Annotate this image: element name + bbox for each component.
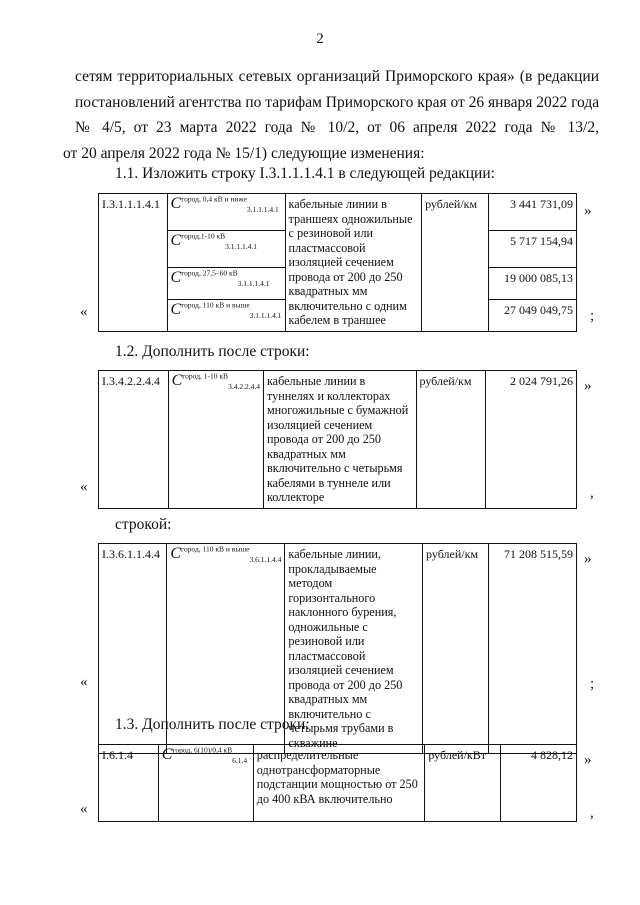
- intro-paragraph: [63, 64, 600, 166]
- item-1-3-heading: 1.3. Дополнить после строки:: [115, 716, 310, 733]
- row-unit: рублей/км: [422, 194, 489, 332]
- end-mark: ,: [590, 485, 594, 501]
- row-code: I.6.1.4: [99, 745, 159, 822]
- end-mark: ;: [590, 308, 595, 324]
- page-number: 2: [316, 31, 324, 47]
- row-value: 19 000 085,13: [488, 268, 576, 300]
- item-1-2-heading: 1.2. Дополнить после строки:: [115, 343, 310, 360]
- row-unit: рублей/км: [423, 544, 489, 754]
- intro-line: постановлений агентства по тарифам Приморского края от 26 января 2022 года: [75, 93, 600, 111]
- row-unit: рублей/кВт: [425, 745, 501, 822]
- open-quote: «: [80, 304, 88, 320]
- open-quote: «: [80, 801, 88, 817]
- open-quote: «: [80, 479, 88, 495]
- item-1-1-heading: 1.1. Изложить строку I.3.1.1.1.4.1 в следующей редакции:: [115, 165, 495, 182]
- row-value: 5 717 154,94: [488, 231, 576, 268]
- row-value: 4 828,12: [501, 745, 577, 822]
- row-code: I.3.6.1.1.4.4: [99, 544, 167, 754]
- tariff-symbol: $C^{город, 0,4 кВ и ниже}_{3.1.1.1.4.1}$: [167, 194, 285, 231]
- close-quote: »: [584, 203, 592, 219]
- row-unit: рублей/км: [416, 371, 485, 509]
- table-row-replacement: [98, 193, 577, 332]
- tariff-symbol: $C^{город, 1-10 кВ}_{3.4.2.2.4.4}$: [168, 371, 263, 509]
- intro-line: сетям территориальных сетевых организаций Приморского края» (в редакции: [75, 68, 599, 85]
- intro-line: от 20 апреля 2022 года № 15/1) следующие изменения:: [63, 144, 425, 162]
- stroke-label: строкой:: [115, 516, 172, 533]
- tariff-symbol: $C^{город, 110 кВ и выше}_{3.6.1.1.4.4}$: [167, 544, 285, 754]
- table-row-after: [98, 370, 577, 509]
- row-value: 71 208 515,59: [489, 544, 577, 754]
- row-code: I.3.1.1.1.4.1: [99, 194, 168, 332]
- row-value: 3 441 731,09: [488, 194, 576, 231]
- row-value: 2 024 791,26: [485, 371, 576, 509]
- close-quote: »: [584, 378, 592, 394]
- tariff-symbol: $C^{город,1-10 кВ}_{3.1.1.1.4.1}$: [167, 231, 285, 268]
- row-description: кабельные линии, прокладываемые методом горизонтального наклонного бурения, одножильные с резиновой или пластмассовой изоляцией сечением провода от 200 до 250 квадратных мм включительно с четырьмя трубами в скважине: [285, 544, 423, 754]
- close-quote: »: [584, 752, 592, 768]
- table-row-substation: [98, 744, 577, 822]
- close-quote: »: [584, 551, 592, 567]
- intro-line: № 4/5, от 23 марта 2022 года № 10/2, от 06 апреля 2022 года № 13/2,: [75, 119, 599, 136]
- tariff-symbol: $C^{город, 110 кВ и выше}_{3.1.1.1.4.1}$: [167, 299, 285, 331]
- row-description: кабельные линии в туннелях и коллекторах многожильные с бумажной изоляцией сечением провода от 200 до 250 квадратных мм включительно с четырьмя кабелями в туннеле или коллекторе: [263, 371, 416, 509]
- tariff-symbol: $C^{город, 27,5-60 кВ}_{3.1.1.1.4.1}$: [167, 268, 285, 300]
- open-quote: «: [80, 674, 88, 690]
- row-code: I.3.4.2.2.4.4: [99, 371, 169, 509]
- row-description: распределительные однотрансформаторные подстанции мощностью от 250 до 400 кВА включительно: [253, 745, 425, 822]
- tariff-symbol: $C^{город, 6(10)/0,4 кВ}_{6.1.4}$: [158, 745, 253, 822]
- row-description: кабельные линии в траншеях одножильные с резиновой или пластмассовой изоляцией сечением провода от 200 до 250 квадратных мм включительно с одним кабелем в траншее: [285, 194, 422, 332]
- row-value: 27 049 049,75: [488, 299, 576, 331]
- end-mark: ;: [590, 676, 595, 692]
- end-mark: ,: [590, 805, 594, 821]
